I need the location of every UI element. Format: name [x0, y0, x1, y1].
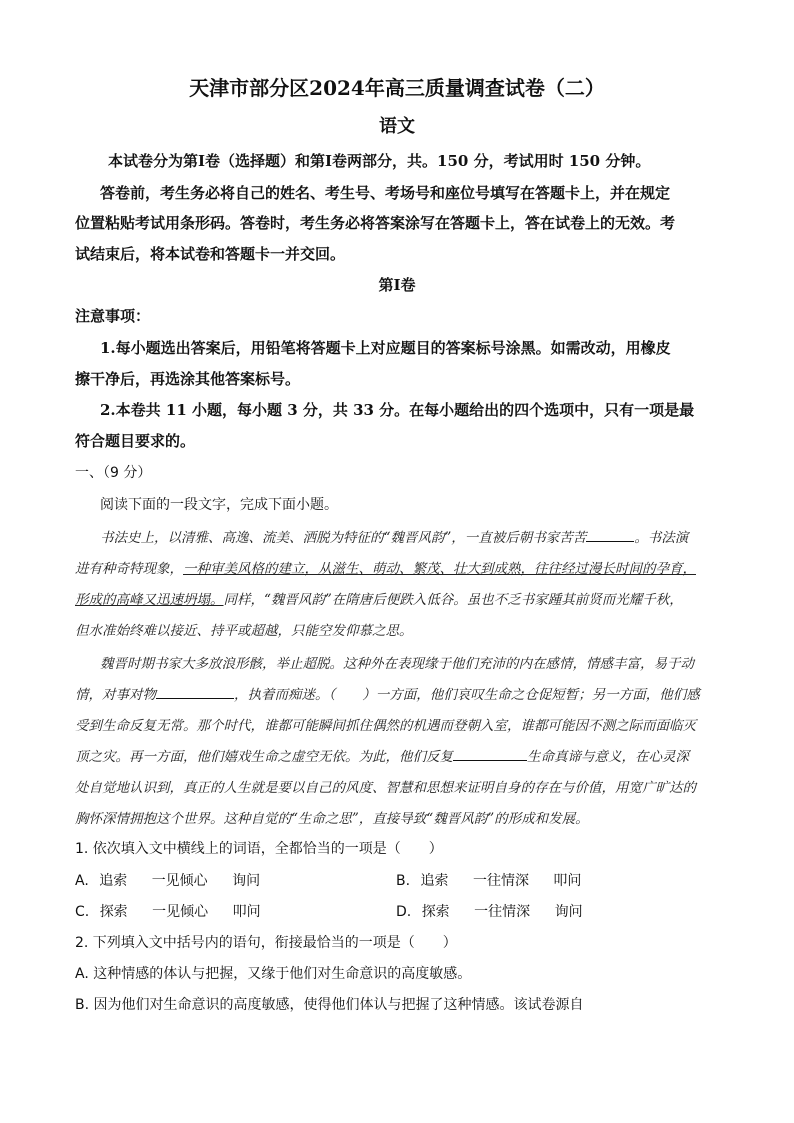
passage-text: 。书法演 [634, 530, 689, 546]
option-word: 叩问 [232, 904, 261, 920]
intro-line-3: 位置粘贴考试用条形码。答卷时，考生务必将答案涂写在答题卡上，答在试卷上的无效。考 [75, 214, 676, 232]
passage-text: ，执着而痴迷。（ ）一方面，他们哀叹生命之仓促短暂；另一方面，他们感 [234, 687, 700, 703]
option-word: 一往情深 [472, 873, 529, 889]
question-1-option-b [396, 870, 581, 890]
intro-line-1: 本试卷分为第Ⅰ卷（选择题）和第Ⅰ卷两部分，共。150 分，考试用时 150 分钟。 [108, 152, 651, 170]
passage-p2-line4 [75, 745, 689, 765]
passage-p1-line4: 但水准始终难以接近、持平或超越，只能空发仰慕之思。 [75, 623, 413, 639]
question-1-option-a [75, 870, 260, 890]
question-2-option-b: B. 因为他们对生命意识的高度敏感，使得他们体认与把握了这种情感。该试卷源自 [75, 997, 584, 1013]
question-1-option-c [75, 901, 261, 921]
passage-text: 生命真谛与意义，在心灵深 [527, 749, 689, 765]
passage-text: 同样，“魏晋风韵”在隋唐后便跌入低谷。虽也不乏书家踵其前贤而光耀千秋， [223, 592, 683, 608]
intro-line-4: 试结束后，将本试卷和答题卡一并交回。 [75, 245, 346, 263]
passage-p2-line3: 受到生命反复无常。那个时代，谁都可能瞬间抓住偶然的机遇而登朝入室，谁都可能因不测之际而面临灭 [75, 718, 696, 734]
option-word: 探索 [99, 904, 128, 920]
option-word: 询问 [232, 873, 261, 889]
option-word: 追索 [420, 873, 449, 889]
exam-title: 天津市部分区2024年高三质量调查试卷（二） [189, 76, 605, 100]
passage-text: 情，对事对物 [75, 687, 156, 703]
question-2-stem: 2. 下列填入文中括号内的语句，衔接最恰当的一项是（ ） [75, 935, 457, 951]
option-letter: C. [75, 904, 90, 920]
question-1-option-d [396, 901, 583, 921]
option-word: 询问 [554, 904, 583, 920]
volume-heading: 第Ⅰ卷 [378, 276, 416, 294]
option-word: 追索 [99, 873, 128, 889]
underlined-sentence: 一种审美风格的建立，从滋生、萌动、繁茂、壮大到成熟，往往经过漫长时间的孕育， [183, 561, 696, 577]
passage-p2-line1: 魏晋时期书家大多放浪形骸，举止超脱。这种外在表现缘于他们充沛的内在感情，情感丰富，易于动 [100, 656, 694, 672]
subject-title: 语文 [379, 116, 415, 137]
notice-item-2a: 2.本卷共 11 小题，每小题 3 分，共 33 分。在每小题给出的四个选项中，只有一项是最 [100, 401, 695, 419]
option-letter: A. [75, 873, 89, 889]
question-2-option-a: A. 这种情感的体认与把握，又缘于他们对生命意识的高度敏感。 [75, 966, 472, 982]
option-word: 一见倾心 [151, 873, 208, 889]
blank-2 [156, 684, 234, 699]
option-word: 探索 [421, 904, 450, 920]
passage-text: 书法史上，以清雅、高逸、流美、洒脱为特征的“魏晋风韵”，一直被后朝书家苦苦 [100, 530, 587, 546]
passage-p2-line6: 胸怀深情拥抱这个世界。这种自觉的“生命之思”，直接导致“魏晋风韵”的形成和发展。 [75, 811, 589, 827]
passage-p1-line2 [75, 557, 696, 577]
notice-item-1a: 1.每小题选出答案后，用铅笔将答题卡上对应题目的答案标号涂黑。如需改动，用橡皮 [100, 339, 671, 357]
section-1-instruction: 阅读下面的一段文字，完成下面小题。 [100, 497, 338, 513]
option-letter: D. [396, 904, 412, 920]
section-1-heading: 一、（9 分） [75, 465, 152, 481]
intro-line-2: 答卷前，考生务必将自己的姓名、考生号、考场号和座位号填写在答题卡上，并在规定 [100, 184, 671, 202]
option-word: 叩问 [553, 873, 582, 889]
option-letter: B. [396, 873, 411, 889]
blank-1 [586, 527, 634, 542]
passage-text: 进有种奇特现象， [75, 561, 183, 577]
passage-p1-line3 [75, 588, 683, 608]
notice-item-1b: 擦干净后，再选涂其他答案标号。 [75, 370, 301, 388]
option-word: 一往情深 [474, 904, 531, 920]
underlined-sentence: 形成的高峰又迅速坍塌。 [75, 592, 224, 608]
option-word: 一见倾心 [152, 904, 209, 920]
passage-text: 顶之灾。再一方面，他们嬉戏生命之虚空无依。为此，他们反复 [75, 749, 453, 765]
passage-p2-line5: 处自觉地认识到，真正的人生就是要以自己的风度、智慧和思想来证明自身的存在与价值，用宽广旷达的 [75, 780, 696, 796]
passage-p1-line1 [100, 526, 688, 546]
passage-p2-line2 [75, 683, 700, 703]
notice-heading: 注意事项： [75, 307, 151, 325]
blank-3 [453, 746, 527, 761]
notice-item-2b: 符合题目要求的。 [75, 432, 196, 450]
question-1-stem: 1. 依次填入文中横线上的词语，全都恰当的一项是（ ） [75, 841, 443, 857]
